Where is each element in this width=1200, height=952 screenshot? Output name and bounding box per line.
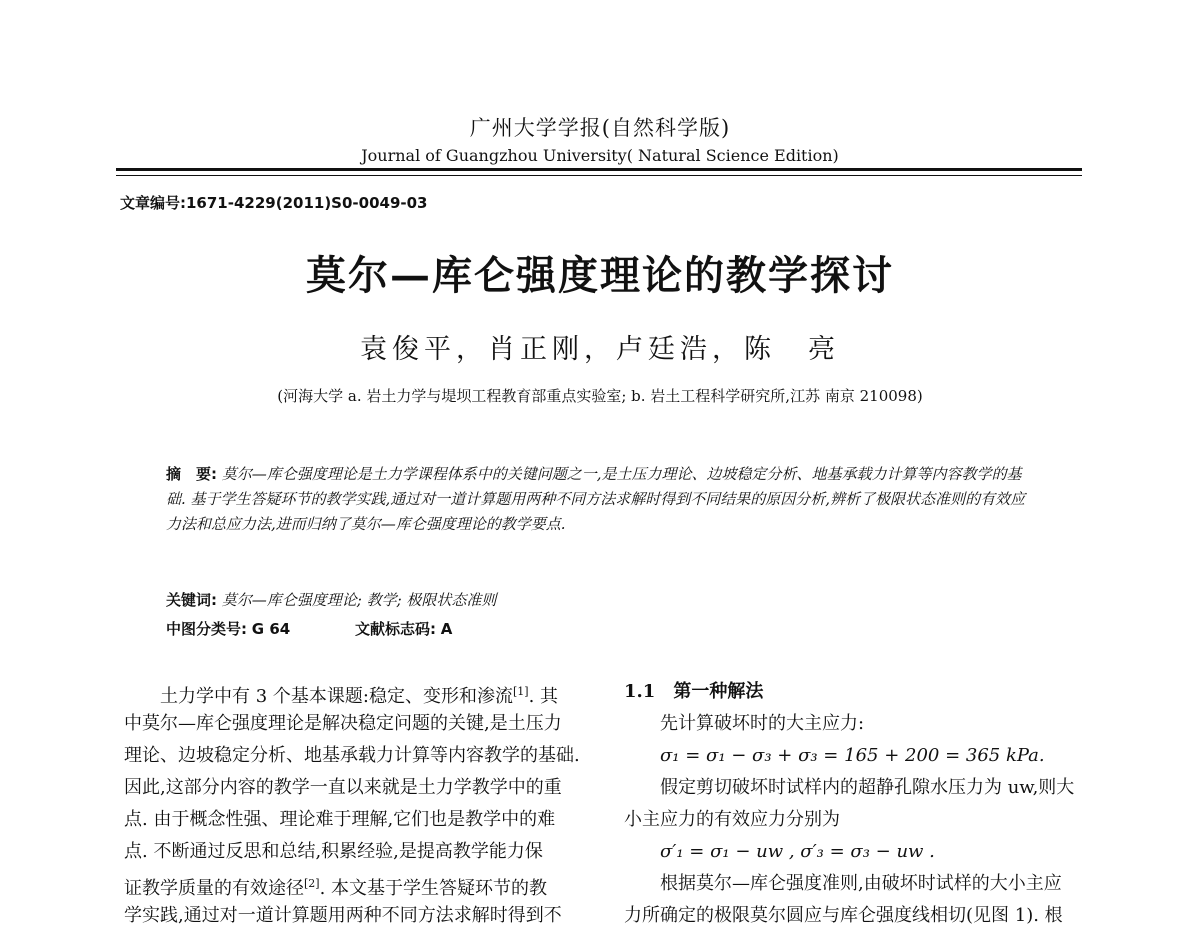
paper-title: 莫尔—库仑强度理论的教学探讨	[306, 252, 894, 299]
citation-1: [1]	[512, 685, 529, 698]
header-rule-thick	[116, 168, 1082, 171]
journal-title-en: Journal of Guangzhou University( Natural Science Edition)	[361, 146, 839, 165]
clc-label: 中图分类号:	[166, 620, 247, 638]
affiliation: (河海大学 a. 岩土力学与堤坝工程教育部重点实验室; b. 岩土工程科学研究所,江苏 南京 210098)	[277, 387, 923, 405]
abstract-text: 莫尔—库仑强度理论是土力学课程体系中的关键问题之一,是土压力理论、边坡稳定分析、地基承载力计算等内容教学的基础. 基于学生答疑环节的教学实践,通过对一道计算题用两种不同方法求解时得到不同结果的原因分析,辨析了极限状态准则的有效应力法和总应力法,进而归纳了莫尔—库仑强度理论的教学要点.	[166, 465, 1026, 533]
left-line-6: 点. 不断通过反思和总结,积累经验,是提高教学能力保	[124, 841, 543, 862]
citation-2: [2]	[304, 877, 320, 890]
right-line-1: 先计算破坏时的大主应力:	[624, 713, 865, 734]
left-line-8: 学实践,通过对一道计算题用两种不同方法求解时得到不	[124, 905, 562, 926]
left-line-3: 理论、边坡稳定分析、地基承载力计算等内容教学的基础.	[124, 745, 580, 766]
right-line-6: 根据莫尔—库仑强度准则,由破坏时试样的大小主应	[624, 873, 1062, 894]
keywords-label: 关键词:	[166, 591, 217, 609]
clc-value: G 64	[251, 620, 291, 638]
header-rule-thin	[116, 175, 1082, 176]
doccode-label: 文献标志码:	[354, 620, 436, 638]
equation-2: σ′₁ = σ₁ − uw , σ′₃ = σ₃ − uw .	[660, 841, 935, 862]
left-line-1: 土力学中有 3 个基本课题:稳定、变形和渗流[1]. 其	[124, 685, 559, 707]
journal-title-cn: 广州大学学报(自然科学版)	[469, 116, 731, 140]
left-line-7: 证教学质量的有效途径[2]. 本文基于学生答疑环节的教	[124, 877, 548, 899]
keywords-text: 莫尔—库仑强度理论; 教学; 极限状态准则	[221, 591, 497, 609]
left-line-4: 因此,这部分内容的教学一直以来就是土力学教学中的重	[124, 777, 562, 798]
left-line-2: 中莫尔—库仑强度理论是解决稳定问题的关键,是土压力	[124, 713, 562, 734]
abstract-label: 摘 要:	[166, 465, 217, 483]
right-line-7: 力所确定的极限莫尔圆应与库仑强度线相切(见图 1). 根	[624, 905, 1063, 926]
abstract	[166, 462, 1038, 537]
left-line-5: 点. 由于概念性强、理论难于理解,它们也是教学中的难	[124, 809, 556, 830]
keywords	[166, 589, 496, 610]
right-line-3: 假定剪切破坏时试样内的超静孔隙水压力为 uw,则大	[624, 777, 1075, 798]
equation-1: σ₁ = σ₁ − σ₃ + σ₃ = 165 + 200 = 365 kPa.	[660, 745, 1045, 766]
article-number: 文章编号:1671-4229(2011)S0-0049-03	[120, 194, 428, 212]
classification	[166, 618, 452, 639]
section-heading: 1.1 第一种解法	[624, 681, 764, 702]
right-line-4: 小主应力的有效应力分别为	[624, 809, 840, 830]
author-list: 袁俊平，肖正刚，卢廷浩，陈 亮	[360, 334, 840, 365]
doccode-value: A	[440, 620, 453, 638]
